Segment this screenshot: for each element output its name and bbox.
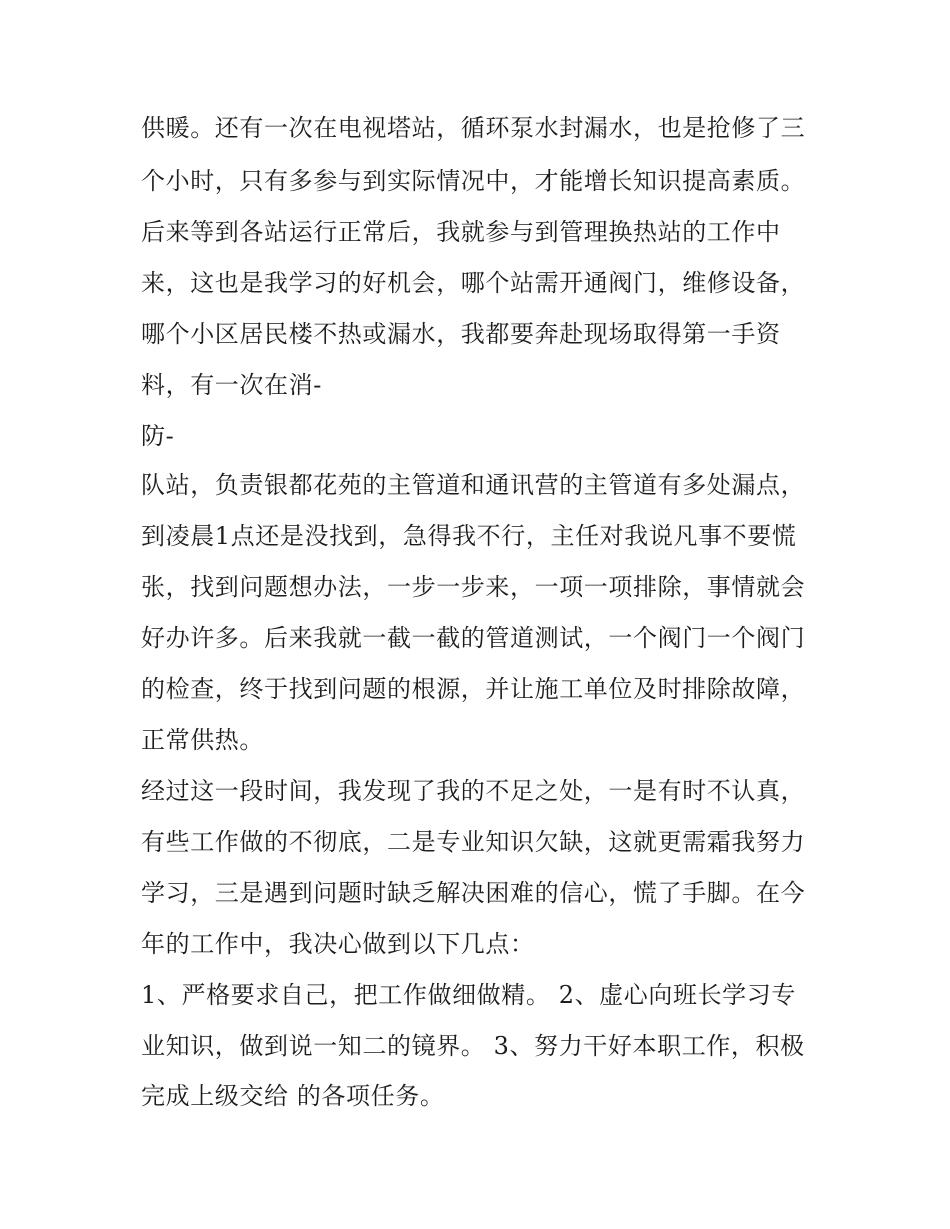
- text-line: 1、严格要求自己，把工作做细做精。 2、虚心向班长学习专: [141, 981, 796, 1009]
- text-line: 队站，负责银都花苑的主管道和通讯营的主管道有多处漏点，: [141, 471, 806, 499]
- text-line: 供暖。还有一次在电视塔站，循环泵水封漏水，也是抢修了三: [141, 114, 806, 142]
- text-line: 后来等到各站运行正常后，我就参与到管理换热站的工作中: [141, 218, 781, 246]
- text-line: 料，有一次在消-: [141, 371, 322, 399]
- text-line: 来，这也是我学习的好机会，哪个站需开通阀门，维修设备，: [141, 269, 806, 297]
- text-line: 到凌晨1点还是没找到，急得我不行，主任对我说凡事不要慌: [141, 522, 797, 550]
- text-line: 业知识，做到说一知二的镜界。 3、努力干好本职工作，积极: [141, 1032, 805, 1060]
- text-line: 个小时，只有多参与到实际情况中，才能增长知识提高素质。: [141, 167, 806, 195]
- text-line: 有些工作做的不彻底，二是专业知识欠缺，这就更需霜我努力: [141, 828, 806, 856]
- text-line: 好办许多。后来我就一截一截的管道测试，一个阀门一个阀门: [141, 624, 806, 652]
- text-line: 正常供热。: [141, 726, 264, 754]
- text-line: 张，找到问题想办法，一步一步来，一项一项排除，事情就会: [141, 573, 806, 601]
- text-line: 防-: [141, 422, 175, 450]
- text-line: 学习，三是遇到问题时缺乏解决困难的信心，慌了手脚。在今: [141, 879, 806, 907]
- text-line: 经过这一段时间，我发现了我的不足之处，一是有时不认真，: [141, 777, 806, 805]
- text-line: 完成上级交给 的各项任务。: [141, 1082, 445, 1110]
- text-line: 的检查，终于找到问题的根源，并让施工单位及时排除故障，: [141, 675, 806, 703]
- text-line: 年的工作中，我决心做到以下几点：: [141, 930, 535, 958]
- text-line: 哪个小区居民楼不热或漏水，我都要奔赴现场取得第一手资: [141, 320, 781, 348]
